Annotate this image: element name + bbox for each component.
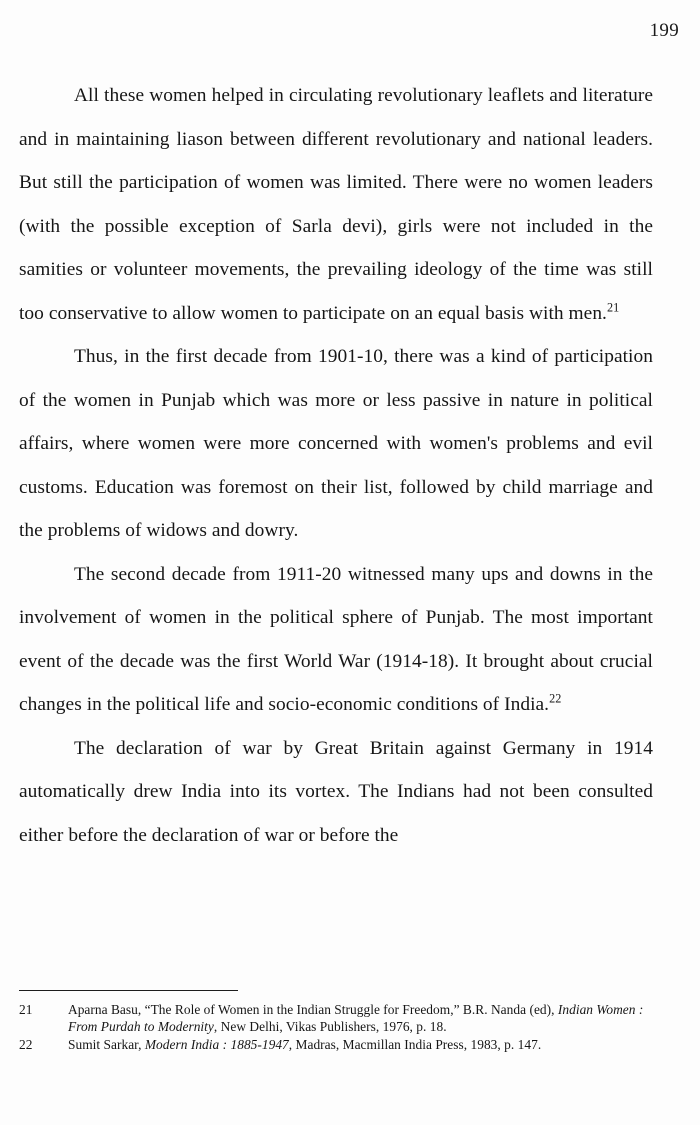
footnote-section <box>19 990 653 1053</box>
paragraph-1 <box>19 74 653 335</box>
footnote-21-text-before: Aparna Basu, “The Role of Women in the Indian Struggle for Freedom,” B.R. Nanda (ed), <box>68 1002 558 1017</box>
footnote-separator-rule <box>19 990 238 991</box>
body-text-block <box>19 74 653 857</box>
footnote-22-text-before: Sumit Sarkar, <box>68 1036 145 1052</box>
paragraph-2 <box>19 335 653 553</box>
paragraph-4 <box>19 727 653 858</box>
paragraph-3-text: The second decade from 1911-20 witnessed many ups and downs in the involvement of women in the political sphere of Punjab. The most important event of the decade was the first World War (1914-18). It brought about crucial changes in the political life and socio-economic conditions of India. <box>19 563 653 715</box>
page-number: 199 <box>649 20 679 41</box>
footnote-item-21 <box>19 1001 653 1036</box>
footnote-reference-21[interactable]: 21 <box>606 300 620 315</box>
paragraph-2-text: Thus, in the first decade from 1901-10, there was a kind of participation of the women in Punjab which was more or less passive in nature in political affairs, where women were more concerned with women's problems and evil customs. Education was foremost on their list, followed by child marriage and the problems of widows and dowry. <box>19 346 653 541</box>
footnote-reference-22[interactable]: 22 <box>549 691 562 706</box>
footnote-item-22 <box>19 1036 653 1053</box>
footnote-21-book-title: Indian Women : From Purdah to Modernity <box>68 1002 644 1035</box>
paragraph-4-text: The declaration of war by Great Britain against Germany in 1914 automatically drew India into its vortex. The Indians had not been consulted either before the declaration of war or before the <box>19 737 653 846</box>
footnote-number-21: 21 <box>19 1002 33 1017</box>
footnote-21-text-after: , New Delhi, Vikas Publishers, 1976, p. 18. <box>213 1019 447 1035</box>
paragraph-1-text: All these women helped in circulating revolutionary leaflets and literature and in maintaining liason between different revolutionary and national leaders. But still the participation of women was limited. There were no women leaders (with the possible exception of Sarla devi), girls were not included in the samities or volunteer movements, the prevailing ideology of the time was still too conservative to allow women to participate on an equal basis with men. <box>19 85 653 324</box>
footnote-22-book-title: Modern India : 1885-1947 <box>144 1036 289 1052</box>
footnote-22-text-after: , Madras, Macmillan India Press, 1983, p. 147. <box>288 1036 542 1052</box>
footnote-number-22: 22 <box>19 1036 33 1052</box>
paragraph-3 <box>19 553 653 727</box>
